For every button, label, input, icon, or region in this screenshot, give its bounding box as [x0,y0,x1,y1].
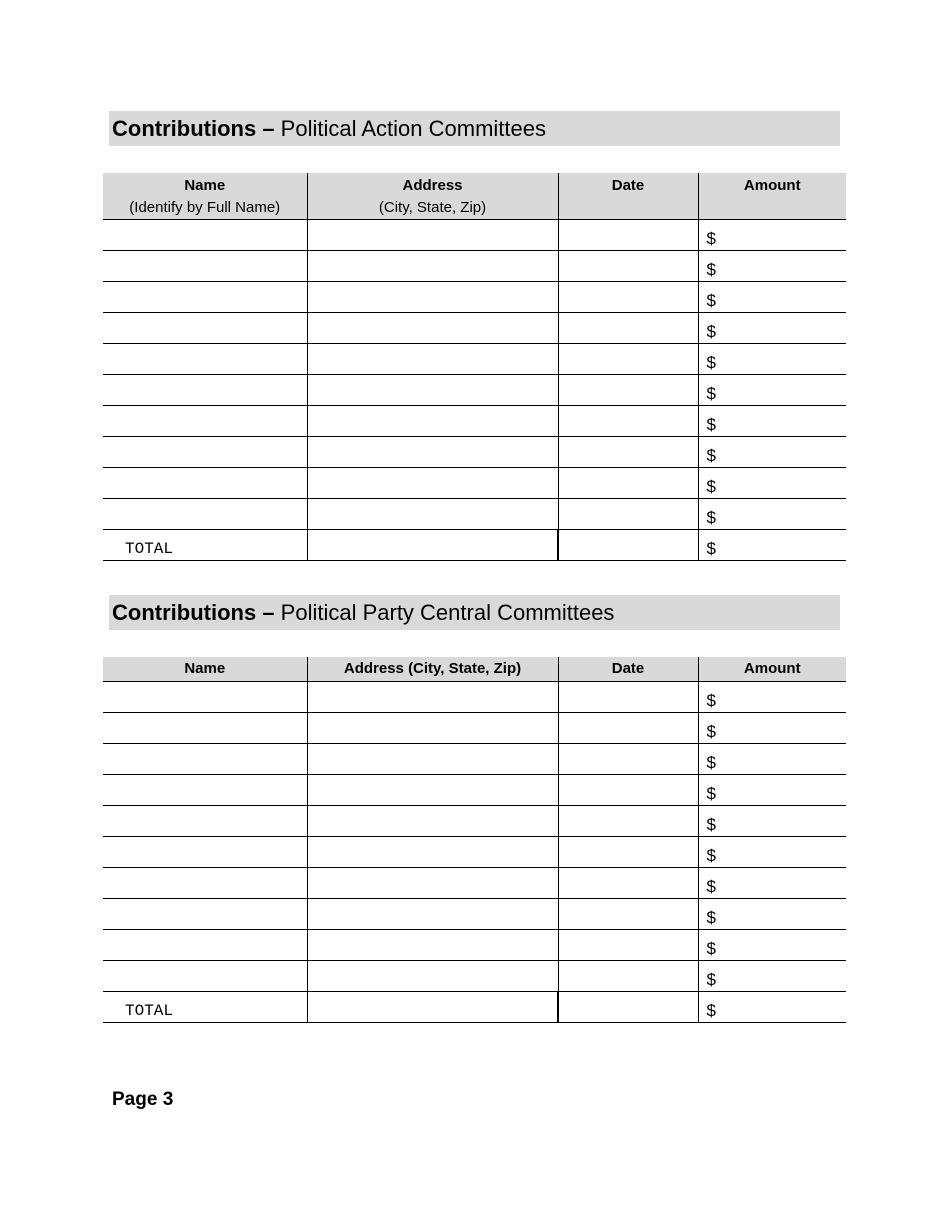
name-cell[interactable] [103,406,307,437]
amount-header: Amount [698,173,846,220]
name-cell[interactable] [103,499,307,530]
name-cell[interactable] [103,898,307,929]
date-cell[interactable] [558,929,698,960]
amount-cell[interactable] [698,344,846,375]
date-cell[interactable] [558,437,698,468]
table-row [103,251,846,282]
date-cell[interactable] [558,282,698,313]
currency-symbol: $ [706,814,716,834]
table-row [103,743,846,774]
amount-cell[interactable] [698,375,846,406]
amount-cell[interactable] [698,898,846,929]
date-cell[interactable] [558,836,698,867]
table-row [103,220,846,251]
address-cell[interactable] [307,898,558,929]
table-row [103,375,846,406]
name-cell[interactable] [103,681,307,712]
currency-symbol: $ [706,845,716,865]
table-row [103,344,846,375]
name-cell[interactable] [103,836,307,867]
date-cell[interactable] [558,898,698,929]
table-row [103,805,846,836]
party-title-rest: Political Party Central Committees [274,600,615,625]
name-cell[interactable] [103,313,307,344]
address-cell[interactable] [307,406,558,437]
address-cell[interactable] [307,743,558,774]
party-title-bold: Contributions – [112,600,275,625]
amount-cell[interactable] [698,251,846,282]
name-header: Name (Identify by Full Name) [103,173,307,220]
amount-cell[interactable] [698,681,846,712]
date-header: Date [558,173,698,220]
date-cell[interactable] [558,867,698,898]
currency-symbol: $ [706,477,716,496]
amount-cell[interactable] [698,867,846,898]
date-cell[interactable] [558,743,698,774]
name-header: Name [103,657,307,681]
address-cell[interactable] [307,929,558,960]
amount-header: Amount [698,657,846,681]
address-cell[interactable] [307,960,558,991]
table-row [103,282,846,313]
amount-cell[interactable] [698,468,846,499]
currency-symbol: $ [706,446,716,465]
currency-symbol: $ [706,322,716,341]
total-date-cell [558,530,698,561]
amount-cell[interactable] [698,437,846,468]
date-cell[interactable] [558,313,698,344]
currency-symbol: $ [706,907,716,927]
total-amount-cell[interactable] [698,530,846,561]
pac-title-rest: Political Action Committees [274,116,546,141]
address-cell[interactable] [307,836,558,867]
date-cell[interactable] [558,774,698,805]
date-cell[interactable] [558,499,698,530]
currency-symbol: $ [706,539,716,558]
pac-contributions-table [103,173,846,561]
currency-symbol: $ [706,1000,716,1020]
currency-symbol: $ [706,752,716,772]
amount-cell[interactable] [698,960,846,991]
name-cell[interactable] [103,437,307,468]
currency-symbol: $ [706,353,716,372]
table-row [103,774,846,805]
currency-symbol: $ [706,415,716,434]
date-header: Date [558,657,698,681]
total-label: TOTAL [103,530,307,561]
address-header-sub: (City, State, Zip) [378,199,487,216]
date-cell[interactable] [558,468,698,499]
address-cell[interactable] [307,499,558,530]
name-cell[interactable] [103,867,307,898]
date-cell[interactable] [558,375,698,406]
address-cell[interactable] [307,712,558,743]
table-row [103,867,846,898]
total-row [103,530,846,561]
address-header: Address (City, State, Zip) [307,173,558,220]
pac-title-bold: Contributions – [112,116,275,141]
currency-symbol: $ [706,260,716,279]
table-row [103,468,846,499]
address-cell[interactable] [307,681,558,712]
amount-cell[interactable] [698,836,846,867]
currency-symbol: $ [706,508,716,527]
table-header-row [103,173,846,220]
name-cell[interactable] [103,960,307,991]
party-section-title [109,595,840,630]
address-cell[interactable] [307,774,558,805]
address-cell[interactable] [307,282,558,313]
total-date-cell [558,991,698,1022]
address-cell[interactable] [307,313,558,344]
currency-symbol: $ [706,384,716,403]
name-cell[interactable] [103,220,307,251]
address-cell[interactable] [307,437,558,468]
currency-symbol: $ [706,721,716,741]
table-row [103,712,846,743]
currency-symbol: $ [706,690,716,710]
date-cell[interactable] [558,805,698,836]
date-cell[interactable] [558,251,698,282]
name-cell[interactable] [103,929,307,960]
name-cell[interactable] [103,805,307,836]
amount-cell[interactable] [698,743,846,774]
currency-symbol: $ [706,291,716,310]
table-header-row [103,657,846,681]
date-cell[interactable] [558,406,698,437]
address-cell[interactable] [307,344,558,375]
total-address-cell [307,991,558,1022]
address-cell[interactable] [307,468,558,499]
total-amount-cell[interactable] [698,991,846,1022]
date-cell[interactable] [558,712,698,743]
date-cell[interactable] [558,344,698,375]
name-cell[interactable] [103,468,307,499]
name-cell[interactable] [103,282,307,313]
date-cell[interactable] [558,220,698,251]
table-row [103,313,846,344]
name-cell[interactable] [103,251,307,282]
table-row [103,499,846,530]
currency-symbol: $ [706,229,716,248]
name-cell[interactable] [103,743,307,774]
address-cell[interactable] [307,251,558,282]
table-row [103,898,846,929]
total-row [103,991,846,1022]
page-number: Page 3 [112,1089,174,1110]
name-cell[interactable] [103,712,307,743]
name-cell[interactable] [103,375,307,406]
table-row [103,960,846,991]
total-label: TOTAL [103,991,307,1022]
table-row [103,681,846,712]
party-contributions-table [103,657,846,1023]
amount-cell[interactable] [698,282,846,313]
address-cell[interactable] [307,220,558,251]
address-cell[interactable] [307,805,558,836]
currency-symbol: $ [706,783,716,803]
date-cell[interactable] [558,960,698,991]
currency-symbol: $ [706,938,716,958]
table-row [103,836,846,867]
date-cell[interactable] [558,681,698,712]
currency-symbol: $ [706,969,716,989]
amount-cell[interactable] [698,220,846,251]
table-row [103,406,846,437]
amount-cell[interactable] [698,499,846,530]
address-header: Address (City, State, Zip) [307,657,558,681]
pac-section-title [109,111,840,146]
amount-cell[interactable] [698,774,846,805]
amount-cell[interactable] [698,805,846,836]
address-cell[interactable] [307,867,558,898]
name-header-sub: (Identify by Full Name) [129,199,281,216]
amount-cell[interactable] [698,929,846,960]
name-cell[interactable] [103,774,307,805]
table-row [103,929,846,960]
amount-cell[interactable] [698,712,846,743]
address-cell[interactable] [307,375,558,406]
table-row [103,437,846,468]
name-cell[interactable] [103,344,307,375]
currency-symbol: $ [706,876,716,896]
total-address-cell [307,530,558,561]
amount-cell[interactable] [698,406,846,437]
amount-cell[interactable] [698,313,846,344]
